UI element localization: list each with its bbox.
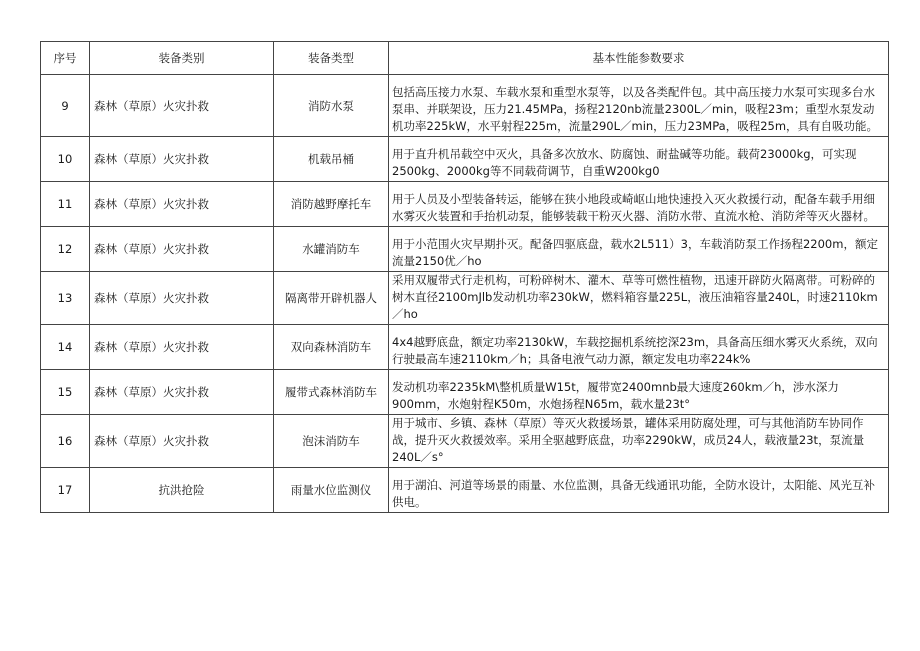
table-row bbox=[41, 227, 889, 272]
row-category: 森林（草原）火灾扑救 bbox=[90, 370, 274, 415]
header-type: 装备类型 bbox=[274, 42, 389, 75]
row-no: 13 bbox=[41, 272, 90, 325]
row-category: 森林（草原）火灾扑救 bbox=[90, 272, 274, 325]
table-row bbox=[41, 325, 889, 370]
row-type: 消防水泵 bbox=[274, 75, 389, 137]
row-requirements: 包括高压接力水泵、车载水泵和重型水泵等，以及各类配件包。其中高压接力水泵可实现多台水泵串、并联架设，压力21.45MPa，扬程2120nb流量2300L／min，吸程23m；重型水泵发动机功率225kW，水平射程225m，流量290L／min，压力23MPa，吸程25m，具有自吸功能。 bbox=[389, 75, 889, 137]
row-category: 森林（草原）火灾扑救 bbox=[90, 325, 274, 370]
row-type: 水罐消防车 bbox=[274, 227, 389, 272]
table-row bbox=[41, 272, 889, 325]
table-row bbox=[41, 370, 889, 415]
row-no: 15 bbox=[41, 370, 90, 415]
row-no: 9 bbox=[41, 75, 90, 137]
header-category: 装备类别 bbox=[90, 42, 274, 75]
table-row bbox=[41, 468, 889, 513]
row-requirements: 用于人员及小型装备转运，能够在狭小地段或崎岖山地快速投入灭火救援行动，配备车载手用细水雾灭火装置和手抬机动泵，能够装载干粉灭火器、消防水带、直流水枪、消防斧等灭火器材。 bbox=[389, 182, 889, 227]
table-header-row bbox=[41, 42, 889, 75]
row-category: 抗洪抢险 bbox=[90, 468, 274, 513]
row-category: 森林（草原）火灾扑救 bbox=[90, 227, 274, 272]
row-no: 11 bbox=[41, 182, 90, 227]
row-type: 雨量水位监测仪 bbox=[274, 468, 389, 513]
row-type: 履带式森林消防车 bbox=[274, 370, 389, 415]
row-no: 17 bbox=[41, 468, 90, 513]
row-no: 14 bbox=[41, 325, 90, 370]
row-requirements: 用于小范围火灾早期扑灭。配备四驱底盘，载水2L511）3，车载消防泵工作扬程2200m，额定流量2150优／ho bbox=[389, 227, 889, 272]
table-row bbox=[41, 75, 889, 137]
row-no: 16 bbox=[41, 415, 90, 468]
row-no: 12 bbox=[41, 227, 90, 272]
row-type: 消防越野摩托车 bbox=[274, 182, 389, 227]
row-category: 森林（草原）火灾扑救 bbox=[90, 75, 274, 137]
row-type: 泡沫消防车 bbox=[274, 415, 389, 468]
row-category: 森林（草原）火灾扑救 bbox=[90, 182, 274, 227]
header-requirements: 基本性能参数要求 bbox=[389, 42, 889, 75]
row-requirements: 用于直升机吊载空中灭火，具备多次放水、防腐蚀、耐盐碱等功能。载荷23000kg，可实现2500kg、2000kg等不同载荷调节，自重W200kg0 bbox=[389, 137, 889, 182]
row-category: 森林（草原）火灾扑救 bbox=[90, 415, 274, 468]
row-requirements: 用于城市、乡镇、森林（草原）等灭火救援场景，罐体采用防腐处理，可与其他消防车协同作战，提升灭火救援效率。采用全驱越野底盘，功率2290kW，成员24人，载液量23t，泵流量240L／s° bbox=[389, 415, 889, 468]
row-type: 机载吊桶 bbox=[274, 137, 389, 182]
equipment-spec-table bbox=[40, 41, 889, 513]
row-requirements: 发动机功率2235kM\整机质量W15t，履带宽2400mnb最大速度260km／h，涉水深力900mm，水炮射程K50m，水炮扬程N65m，载水量23t° bbox=[389, 370, 889, 415]
row-category: 森林（草原）火灾扑救 bbox=[90, 137, 274, 182]
row-requirements: 用于湖泊、河道等场景的雨量、水位监测，具备无线通讯功能，全防水设计，太阳能、风光互补供电。 bbox=[389, 468, 889, 513]
row-type: 双向森林消防车 bbox=[274, 325, 389, 370]
row-no: 10 bbox=[41, 137, 90, 182]
header-no: 序号 bbox=[41, 42, 90, 75]
row-requirements: 采用双履带式行走机构，可粉碎树木、灌木、草等可燃性植物，迅速开辟防火隔离带。可粉碎的树木直径2100mJlb发动机功率230kW，燃料箱容量225L，液压油箱容量240L，时速2110km／ho bbox=[389, 272, 889, 325]
table-row bbox=[41, 182, 889, 227]
row-requirements: 4x4越野底盘，额定功率2130kW，车载挖掘机系统挖深23m，具备高压细水雾灭火系统，双向行驶最高车速2110km／h；具备电液气动力源，额定发电功率224k% bbox=[389, 325, 889, 370]
table-row bbox=[41, 137, 889, 182]
row-type: 隔离带开辟机器人 bbox=[274, 272, 389, 325]
table-row bbox=[41, 415, 889, 468]
